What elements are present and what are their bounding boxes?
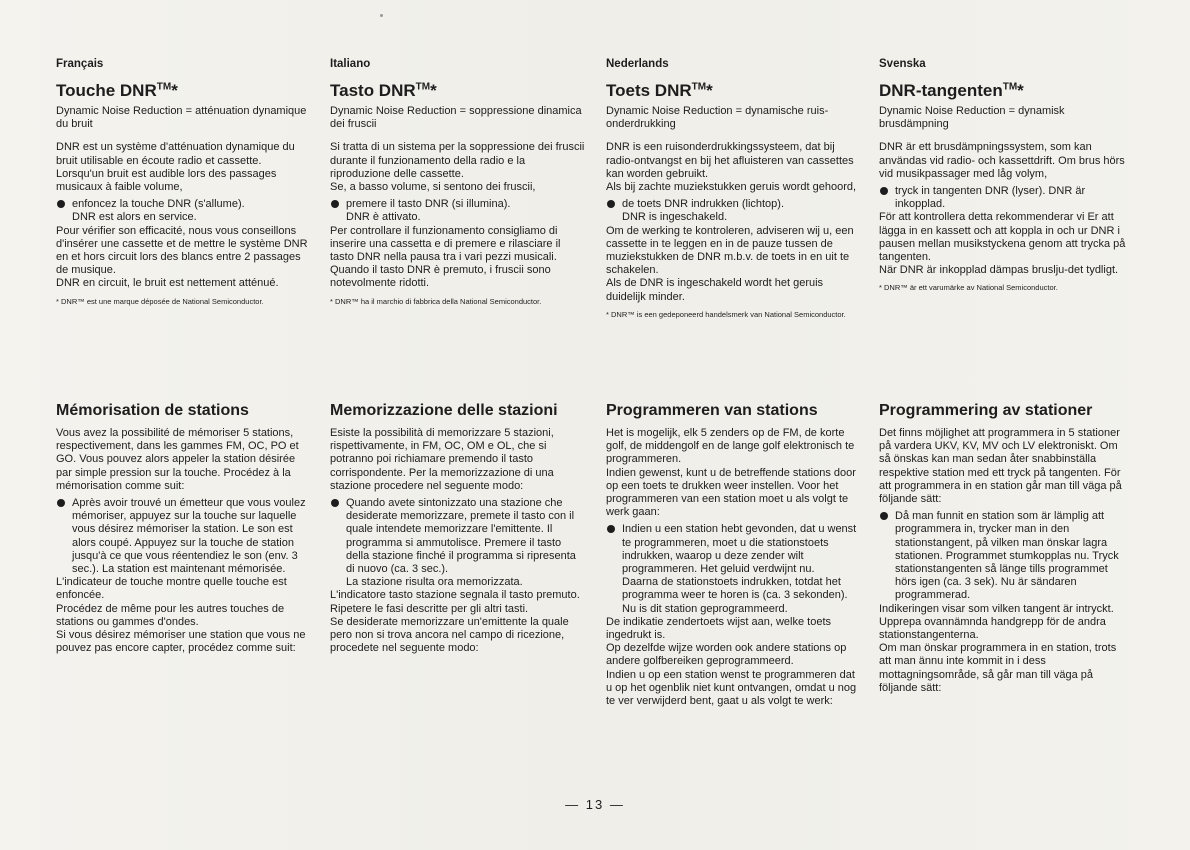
section-dnr-svenska [879,58,1129,293]
memory-paragraph: Vous avez la possibilité de mémoriser 5 stations, respectivement, dans les gammes FM, OC, PO et GO. Vous pouvez alors appeler la station désirée par simple pression sur la touche. Procédez à la mémorisation comme suit: [56,427,299,492]
language-label: Svenska [879,58,926,70]
memory-bullet: Quando avete sintonizzato una stazione che desiderate memorizzare, premete il tasto con il quale intendete memorizzare l'emittente. Il programma si ammutolisce. Premere il tasto della stazione finché il programma si ripresenta di nuovo (ca. 3 sec.). La stazione risulta ora memorizzata. [330,497,585,589]
memory-paragraph: Het is mogelijk, elk 5 zenders op de FM, de korte golf, de middengolf en de lange golf elektronisch te programmeren. Indien gewenst, kunt u de betreffende stations door op een toets te drukken weer instellen. Voor het programmeren van een station moet u als volgt te werk gaan: [606,427,856,519]
section-memory-nederlands [606,401,861,712]
dnr-definition: Dynamic Noise Reduction = dynamische ruis-onderdrukking [606,105,829,131]
bullet-dot [331,499,339,507]
trademark-footnote: * DNR™ är ett varumärke av National Semiconductor. [879,283,1058,293]
dnr-paragraph: För att kontrollera detta rekommenderar vi Er att lägga in en kassett och att koppla in och ur DNR i pausen mellan musikstyckena genom att trycka på tangenten. När DNR är inkopplad dämpas bruslju-det tydligt. [879,211,1126,277]
memory-paragraph: Esiste la possibilità di memorizzare 5 stazioni, rispettivamente, in FM, OC, OM e OL, che si potranno poi richiamare premendo il tasto corrispondente. Per la memorizzazione di una stazione procedere nel seguente modo: [330,427,554,492]
memory-bullet: Då man funnit en station som är lämplig att programmera in, trycker man in den stationstangent, på vilken man önskar lagra stationen. Programmet stumkopplas nu. Tryck stationstangenten så länge tills programmet hörs igen (ca. 3 sek). Nu är sändaren programmerad. [879,510,1129,602]
dnr-paragraph: Pour vérifier son efficacité, nous vous conseillons d'insérer une cassette et de mettre le système DNR en et hors circuit lors des blancs entre 2 passages de musique. DNR en circuit, le bruit est nettement atténué. [56,224,308,290]
memory-paragraph: L'indicateur de touche montre quelle touche est enfoncée. Procédez de même pour les autres touches de stations ou gammes d'ondes. Si vous désirez mémoriser une station que vous ne pouvez pas encore capter, procédez comme suit: [56,576,306,655]
language-label: Français [56,58,104,70]
dnr-definition: Dynamic Noise Reduction = atténuation dynamique du bruit [56,105,307,131]
language-label: Nederlands [606,58,669,70]
page-number: — 13 — [565,797,625,812]
dnr-paragraph: DNR est un système d'atténuation dynamique du bruit utilisable en écoute radio et cassette. Lorsqu'un bruit est audible lors des passages musicaux à faible volume, [56,141,295,194]
memory-paragraph: Indikeringen visar som vilken tangent är intryckt. Upprepa ovannämnda handgrepp för de andra stationstangenterna. Om man önskar programmera in en station, trots att man ännu inte kommit in i dess mottagningsområde, så går man till väga på följande sätt: [879,602,1117,694]
dnr-heading: Touche DNR™* [56,81,178,100]
dnr-heading: DNR-tangenten™* [879,81,1024,100]
section-dnr-francais [56,58,311,307]
dnr-paragraph: Om de werking te kontroleren, adviseren wij u, een cassette in te leggen en in de pauze tussen de muziekstukken de DNR m.b.v. de toets in en uit te schakelen. Als de DNR is ingeschakeld wordt het geruis duidelijk minder. [606,224,854,303]
trademark-footnote: * DNR™ ha il marchio di fabbrica della National Semiconductor. [330,296,542,306]
section-dnr-nederlands [606,58,861,320]
memory-bullet: Indien u een station hebt gevonden, dat u wenst te programmeren, moet u die stationstoets indrukken, waarop u deze zender wilt programmeren. Het geluid verdwijnt nu. Daarna de stationstoets indrukken, totdat het programma weer te horen is (ca. 3 sekonden). Nu is dit station geprogrammeerd. [606,523,861,615]
memory-paragraph: Det finns möjlighet att programmera in 5 stationer på vardera UKV, KV, MV och LV elektroniskt. Om så önskas kan man sedan åter snabbinställa respektive station med ett tryck på tangenten. För att programmera in en station går man till väga på följande sätt: [879,427,1122,506]
dnr-paragraph: Per controllare il funzionamento consigliamo di inserire una cassetta e di premere e rilasciare il tasto DNR nella pausa tra i vari pezzi musicali. Quando il tasto DNR è premuto, i fruscii sono notevolmente ridotti. [330,224,561,290]
dnr-paragraph: DNR är ett brusdämpningssystem, som kan användas vid radio- och kassettdrift. Om brus hörs vid musikpassager med låg volym, [879,141,1125,180]
dnr-bullet: premere il tasto DNR (si illumina). DNR è attivato. [330,198,585,224]
trademark-footnote: * DNR™ is een gedeponeerd handelsmerk van National Semiconductor. [606,309,846,319]
dnr-definition: Dynamic Noise Reduction = soppressione dinamica dei fruscii [330,105,582,131]
dnr-paragraph: DNR is een ruisonderdrukkingssysteem, dat bij radio-ontvangst en bij het afluisteren van cassettes kan worden gebruikt. Als bij zachte muziekstukken geruis wordt gehoord, [606,141,857,194]
language-label: Italiano [330,58,371,70]
memory-paragraph: De indikatie zendertoets wijst aan, welke toets ingedrukt is. Op dezelfde wijze worden ook andere stations op andere golfbereiken geprogrammeerd. Indien u op een station wenst te programmeren dat u op het ogenblik niet kunt ontvangen, omdat u nog te ver verwijderd bent, gaat u als volgt te werk: [606,615,857,708]
memory-heading: Memorizzazione delle stazioni [330,402,558,419]
dnr-bullet: de toets DNR indrukken (lichtop). DNR is ingeschakeld. [606,198,861,224]
memory-heading: Programmeren van stations [606,402,818,419]
section-memory-italiano [330,401,585,659]
trademark-footnote: * DNR™ est une marque déposée de National Semiconductor. [56,296,264,306]
section-memory-francais [56,401,311,659]
memory-heading: Programmering av stationer [879,402,1093,419]
dnr-bullet: enfoncez la touche DNR (s'allume). DNR est alors en service. [56,198,311,224]
memory-heading: Mémorisation de stations [56,402,249,419]
section-memory-svenska [879,401,1129,699]
memory-bullet: Après avoir trouvé un émetteur que vous voulez mémoriser, appuyez sur la touche sur laquelle vous désirez mémoriser la station. Le son est alors coupé. Appuyez sur la touche de station jusqu'à ce que vous réentendiez le son (env. 3 sec.). La station est maintenant mémorisée. [56,497,311,576]
dnr-bullet: tryck in tangenten DNR (lyser). DNR är inkopplad. [879,185,1129,211]
dnr-paragraph: Si tratta di un sistema per la soppressione dei fruscii durante il funzionamento della radio e la riproduzione delle cassette. Se, a basso volume, si sentono dei fruscii, [330,141,585,194]
memory-paragraph: L'indicatore tasto stazione segnala il tasto premuto. Ripetere le fasi descritte per gli altri tasti. Se desiderate memorizzare un'emittente la quale pero non si trova ancora nel campo di ricezione, procedete nel seguente modo: [330,589,580,655]
bullet-dot [57,499,65,507]
dnr-heading: Tasto DNR™* [330,81,437,100]
dnr-definition: Dynamic Noise Reduction = dynamisk brusdämpning [879,105,1065,131]
section-dnr-italiano [330,58,585,307]
bullet-dot [880,187,888,195]
paper-speck [380,14,383,17]
dnr-heading: Toets DNR™* [606,81,713,100]
